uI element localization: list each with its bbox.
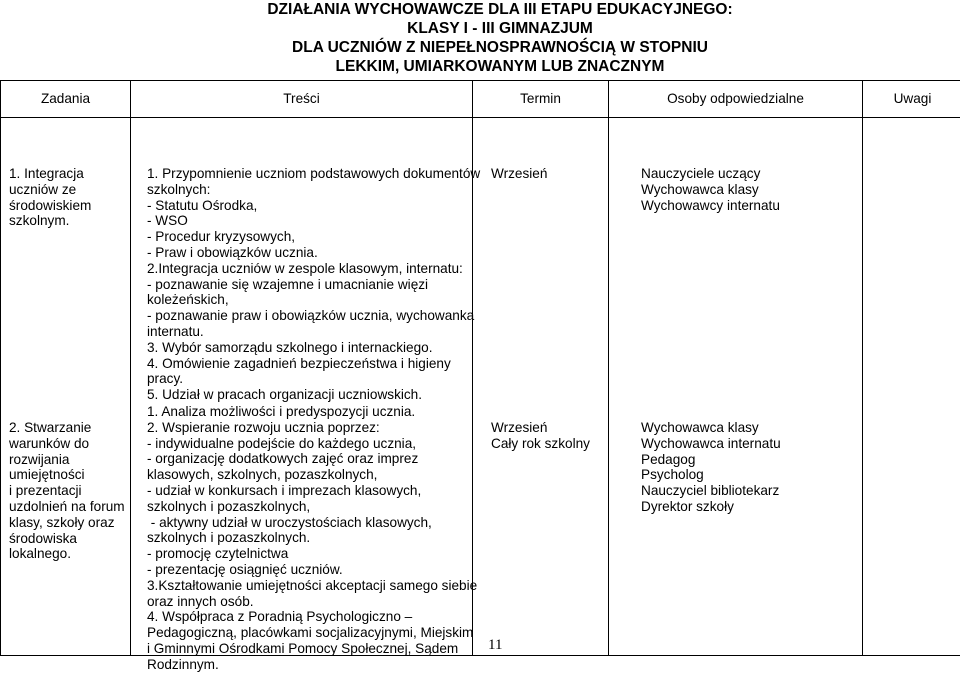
title-line-2: KLASY I - III GIMNAZJUM	[0, 19, 960, 38]
text-line: 1. Analiza możliwości i predyspozycji ucznia.	[147, 404, 468, 420]
text-line: - udział w konkursach i imprezach klasowych,	[147, 483, 468, 499]
text-line: klasowych, szkolnych, pozaszkolnych,	[147, 467, 468, 483]
text-line: klasy, szkoły oraz	[9, 515, 126, 531]
text-line: rozwijania	[9, 452, 126, 468]
task-2	[9, 420, 126, 562]
text-line: szkolnych i pozaszkolnych.	[147, 530, 468, 546]
text-line: 5. Udział w pracach organizacji uczniowskich.	[147, 387, 468, 403]
text-line: Wrzesień	[491, 166, 604, 182]
text-line: 4. Omówienie zagadnień bezpieczeństwa i higieny	[147, 356, 468, 372]
text-line: Wychowawca internatu	[641, 436, 858, 452]
text-line: szkolnych i pozaszkolnych,	[147, 499, 468, 515]
responsible-1	[641, 166, 858, 213]
header-term: Termin	[473, 81, 609, 118]
table-row	[1, 118, 960, 656]
text-line: 2. Stwarzanie	[9, 420, 126, 436]
text-line: Nauczyciele uczący	[641, 166, 858, 182]
text-line: - WSO	[147, 213, 468, 229]
text-line: - organizację dodatkowych zajęć oraz imprez	[147, 451, 468, 467]
table-header-row	[1, 81, 960, 118]
text-line: szkolnych:	[147, 182, 468, 198]
content-cell	[131, 118, 473, 656]
text-line: - aktywny udział w uroczystościach klasowych,	[147, 515, 468, 531]
text-line: uczniów ze	[9, 182, 126, 198]
activities-table	[0, 80, 960, 656]
text-line: - poznawanie praw i obowiązków ucznia, wychowanka	[147, 308, 468, 324]
header-content: Treści	[131, 81, 473, 118]
text-line: szkolnym.	[9, 213, 126, 229]
text-line: lokalnego.	[9, 546, 126, 562]
text-line: 3. Wybór samorządu szkolnego i internackiego.	[147, 340, 468, 356]
text-line: i prezentacji	[9, 483, 126, 499]
text-line: - poznawanie się wzajemne i umacnianie więzi	[147, 277, 468, 293]
text-line: Psycholog	[641, 467, 858, 483]
text-line: i Gminnymi Ośrodkami Pomocy Społecznej, Sądem	[147, 641, 468, 657]
text-line: Rodzinnym.	[147, 657, 468, 673]
text-line: Wychowawcy internatu	[641, 198, 858, 214]
text-line: warunków do	[9, 436, 126, 452]
task-1	[9, 166, 126, 229]
text-line: 1. Integracja	[9, 166, 126, 182]
text-line: 1. Przypomnienie uczniom podstawowych dokumentów	[147, 166, 468, 182]
header-tasks: Zadania	[1, 81, 131, 118]
term-cell	[473, 118, 609, 656]
term-1	[491, 166, 604, 182]
text-line: Dyrektor szkoły	[641, 499, 858, 515]
text-line: internatu.	[147, 324, 468, 340]
text-line: Nauczyciel bibliotekarz	[641, 483, 858, 499]
document-title	[0, 0, 960, 76]
text-line: Wrzesień	[491, 420, 604, 436]
term-2	[491, 420, 604, 452]
title-line-4: LEKKIM, UMIARKOWANYM LUB ZNACZNYM	[0, 57, 960, 76]
text-line: pracy.	[147, 371, 468, 387]
text-line: Cały rok szkolny	[491, 436, 604, 452]
text-line: - Statutu Ośrodka,	[147, 198, 468, 214]
tasks-cell	[1, 118, 131, 656]
text-line: 3.Kształtowanie umiejętności akceptacji samego siebie	[147, 578, 468, 594]
text-line: Wychowawca klasy	[641, 182, 858, 198]
text-line: Pedagogiczną, placówkami socjalizacyjnymi, Miejskim	[147, 625, 468, 641]
text-line: 2. Wspieranie rozwoju ucznia poprzez:	[147, 420, 468, 436]
text-line: - Procedur kryzysowych,	[147, 229, 468, 245]
text-line: 4. Współpraca z Poradnią Psychologiczno –	[147, 609, 468, 625]
title-line-3: DLA UCZNIÓW Z NIEPEŁNOSPRAWNOŚCIĄ W STOPNIU	[0, 38, 960, 57]
text-line: środowiskiem	[9, 198, 126, 214]
page-number: 11	[488, 637, 502, 653]
text-line: środowiska	[9, 531, 126, 547]
notes-cell	[863, 118, 960, 656]
text-line: oraz innych osób.	[147, 594, 468, 610]
text-line: - indywidualne podejście do każdego ucznia,	[147, 436, 468, 452]
text-line: Wychowawca klasy	[641, 420, 858, 436]
text-line: koleżeńskich,	[147, 292, 468, 308]
title-line-1: DZIAŁANIA WYCHOWAWCZE DLA III ETAPU EDUKACYJNEGO:	[0, 0, 960, 19]
responsible-cell	[609, 118, 863, 656]
header-responsible: Osoby odpowiedzialne	[609, 81, 863, 118]
text-line: Pedagog	[641, 452, 858, 468]
text-line: uzdolnień na forum	[9, 499, 126, 515]
text-line: 2.Integracja uczniów w zespole klasowym, internatu:	[147, 261, 468, 277]
text-line: - prezentację osiągnięć uczniów.	[147, 562, 468, 578]
header-notes: Uwagi	[863, 81, 960, 118]
text-line: - Praw i obowiązków ucznia.	[147, 245, 468, 261]
content-1	[147, 166, 468, 403]
text-line: - promocję czytelnictwa	[147, 546, 468, 562]
content-2	[147, 404, 468, 673]
text-line: umiejętności	[9, 467, 126, 483]
responsible-2	[641, 420, 858, 515]
